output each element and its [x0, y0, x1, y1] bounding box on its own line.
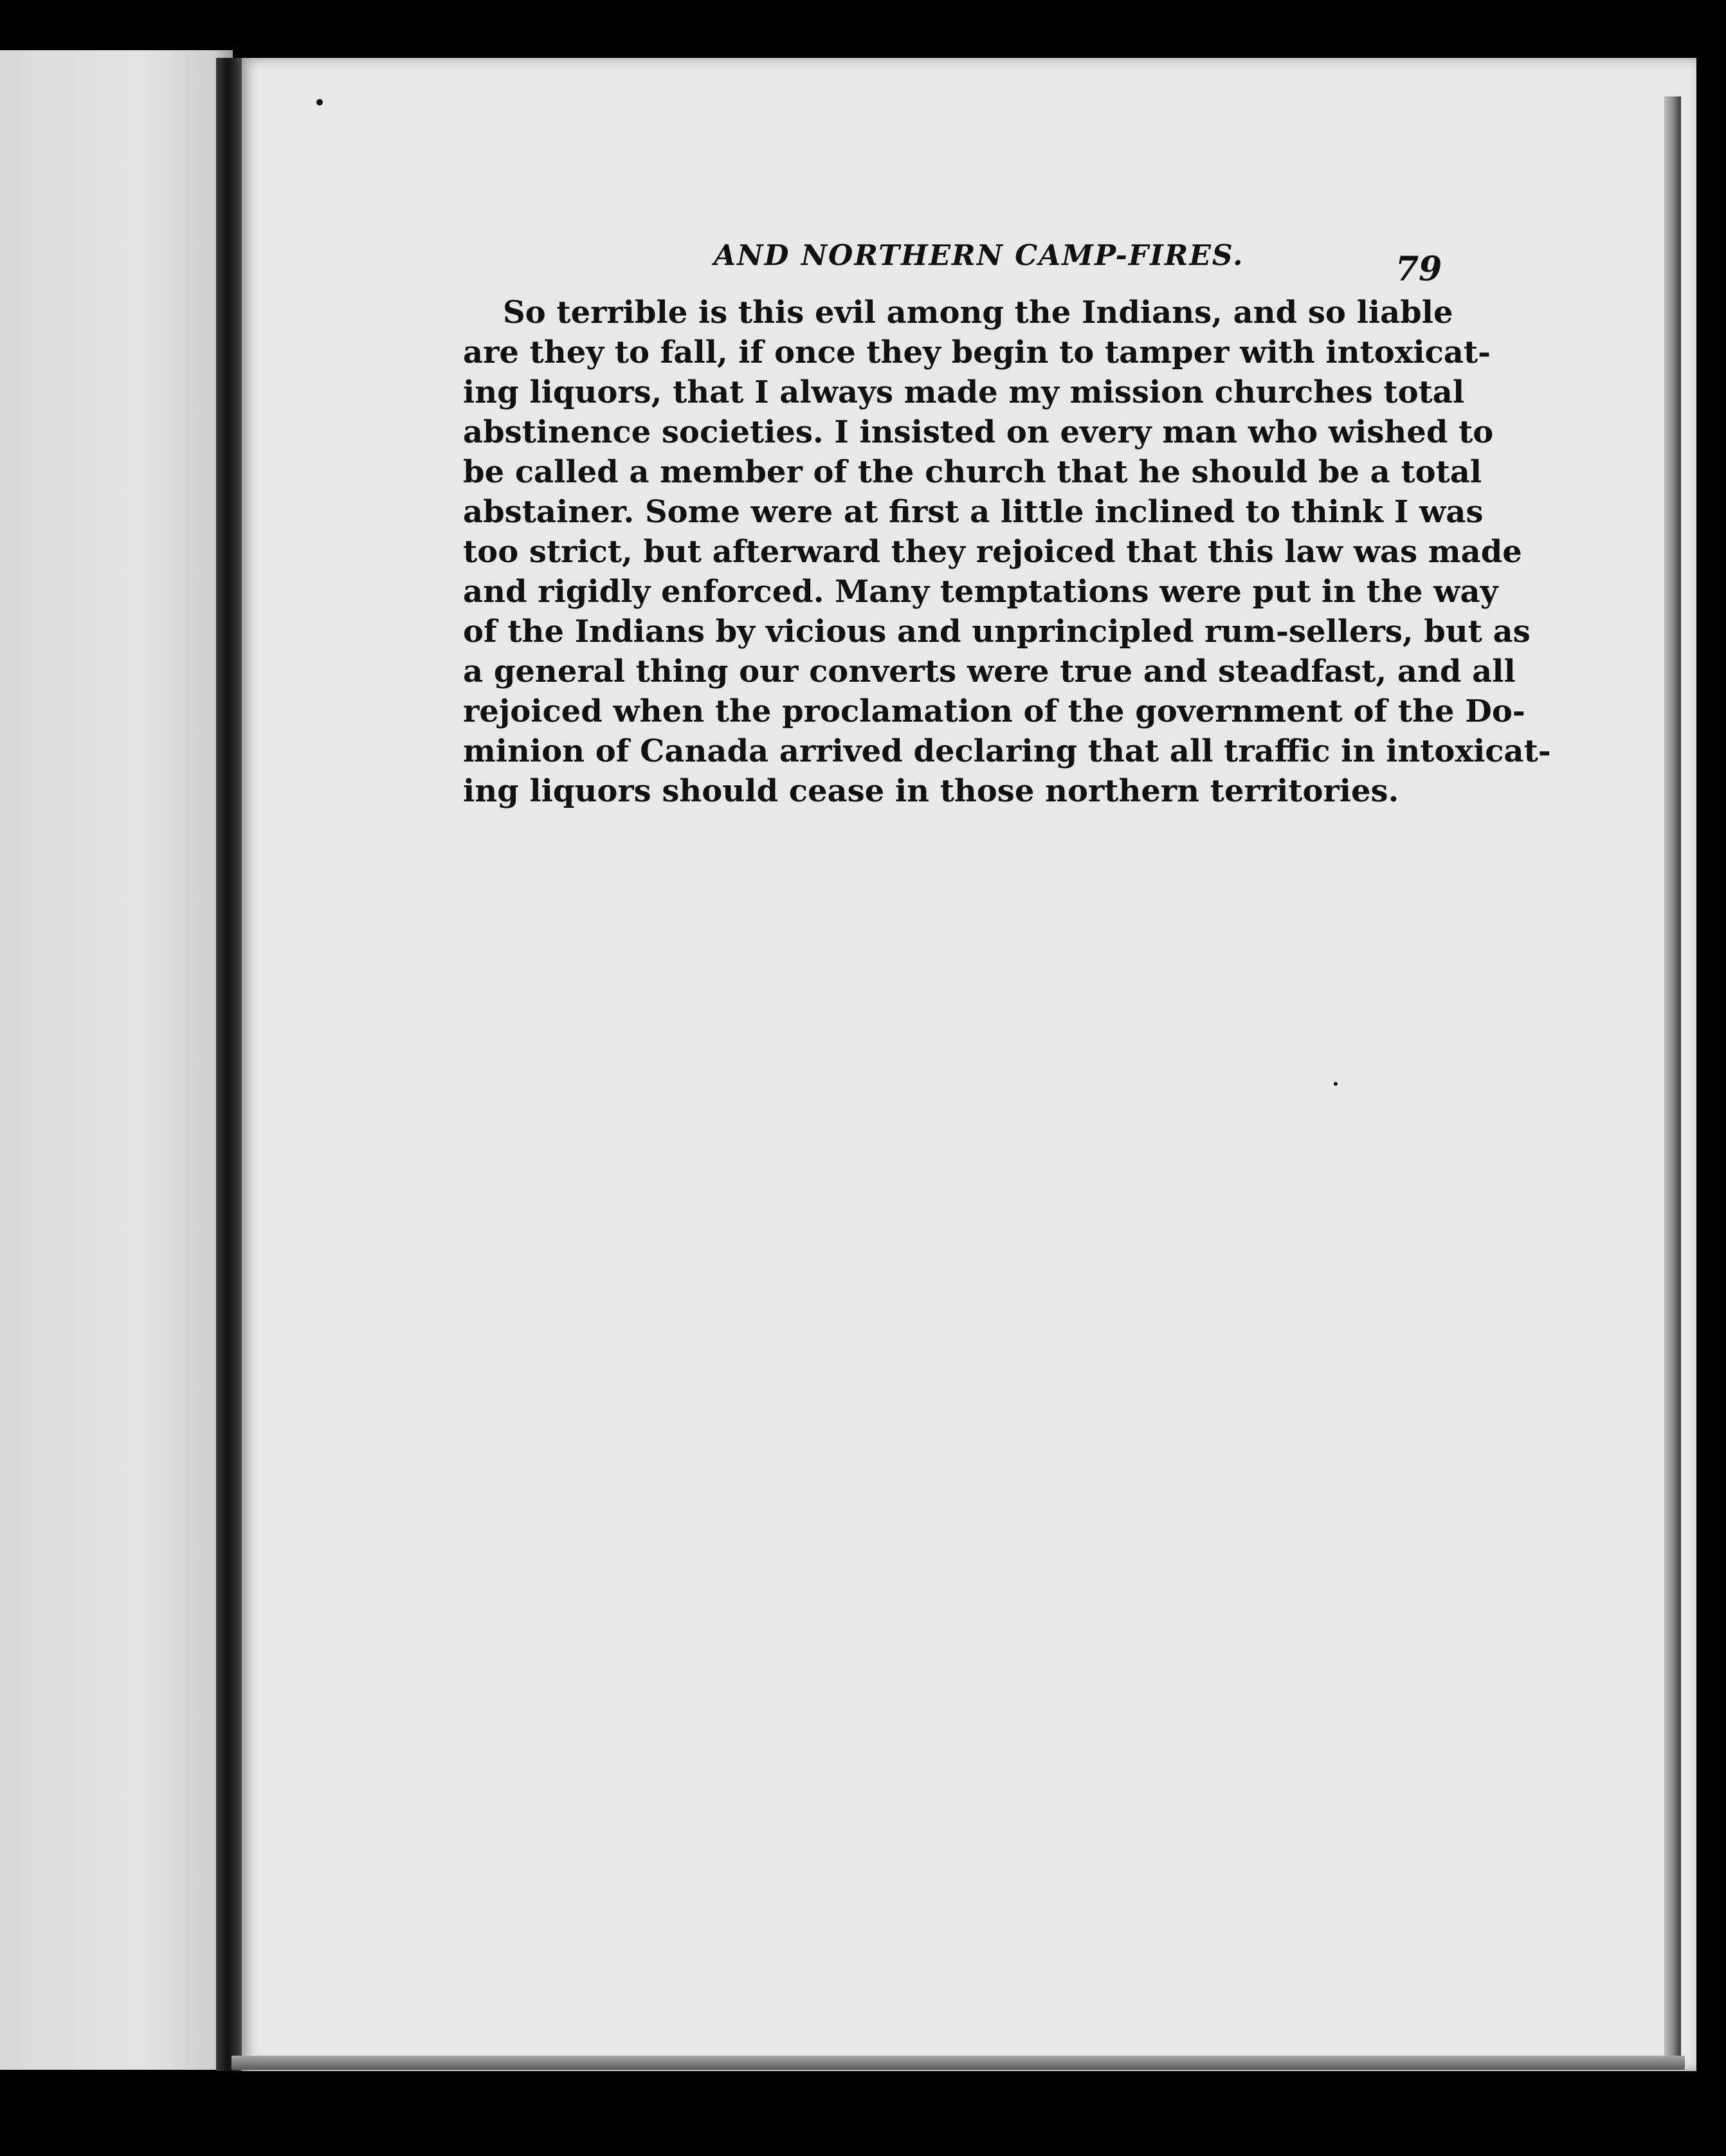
- page-number: 79: [1395, 250, 1442, 289]
- text-line: and rigidly enforced. Many temptations were put in the way: [463, 574, 1498, 610]
- text-line: too strict, but afterward they rejoiced that this law was made: [463, 534, 1522, 570]
- running-head: AND NORTHERN CAMP-FIRES.: [714, 239, 1244, 272]
- body-paragraph: [463, 293, 1551, 811]
- text-line: minion of Canada arrived declaring that all traffic in intoxicat-: [463, 733, 1551, 769]
- page-fore-edge: [1664, 96, 1681, 2065]
- text-line: rejoiced when the proclamation of the government of the Do-: [463, 693, 1525, 729]
- text-line: abstinence societies. I insisted on every man who wished to: [463, 414, 1494, 450]
- text-line: are they to fall, if once they begin to tamper with intoxicat-: [463, 334, 1491, 370]
- text-line: of the Indians by vicious and unprincipled rum-sellers, but as: [463, 614, 1531, 650]
- text-line: abstainer. Some were at first a little inclined to think I was: [463, 494, 1484, 530]
- ink-speck: [316, 99, 323, 105]
- text-line: So terrible is this evil among the Indians, and so liable: [503, 295, 1453, 331]
- text-line: ing liquors should cease in those northern territories.: [463, 773, 1399, 809]
- text-line: be called a member of the church that he should be a total: [463, 454, 1482, 490]
- previous-page-edge: [0, 50, 233, 2070]
- text-line: ing liquors, that I always made my mission churches total: [463, 374, 1465, 410]
- page-bottom-edge: [232, 2056, 1685, 2070]
- ink-speck: [1334, 1082, 1338, 1086]
- text-line: a general thing our converts were true and steadfast, and all: [463, 653, 1516, 690]
